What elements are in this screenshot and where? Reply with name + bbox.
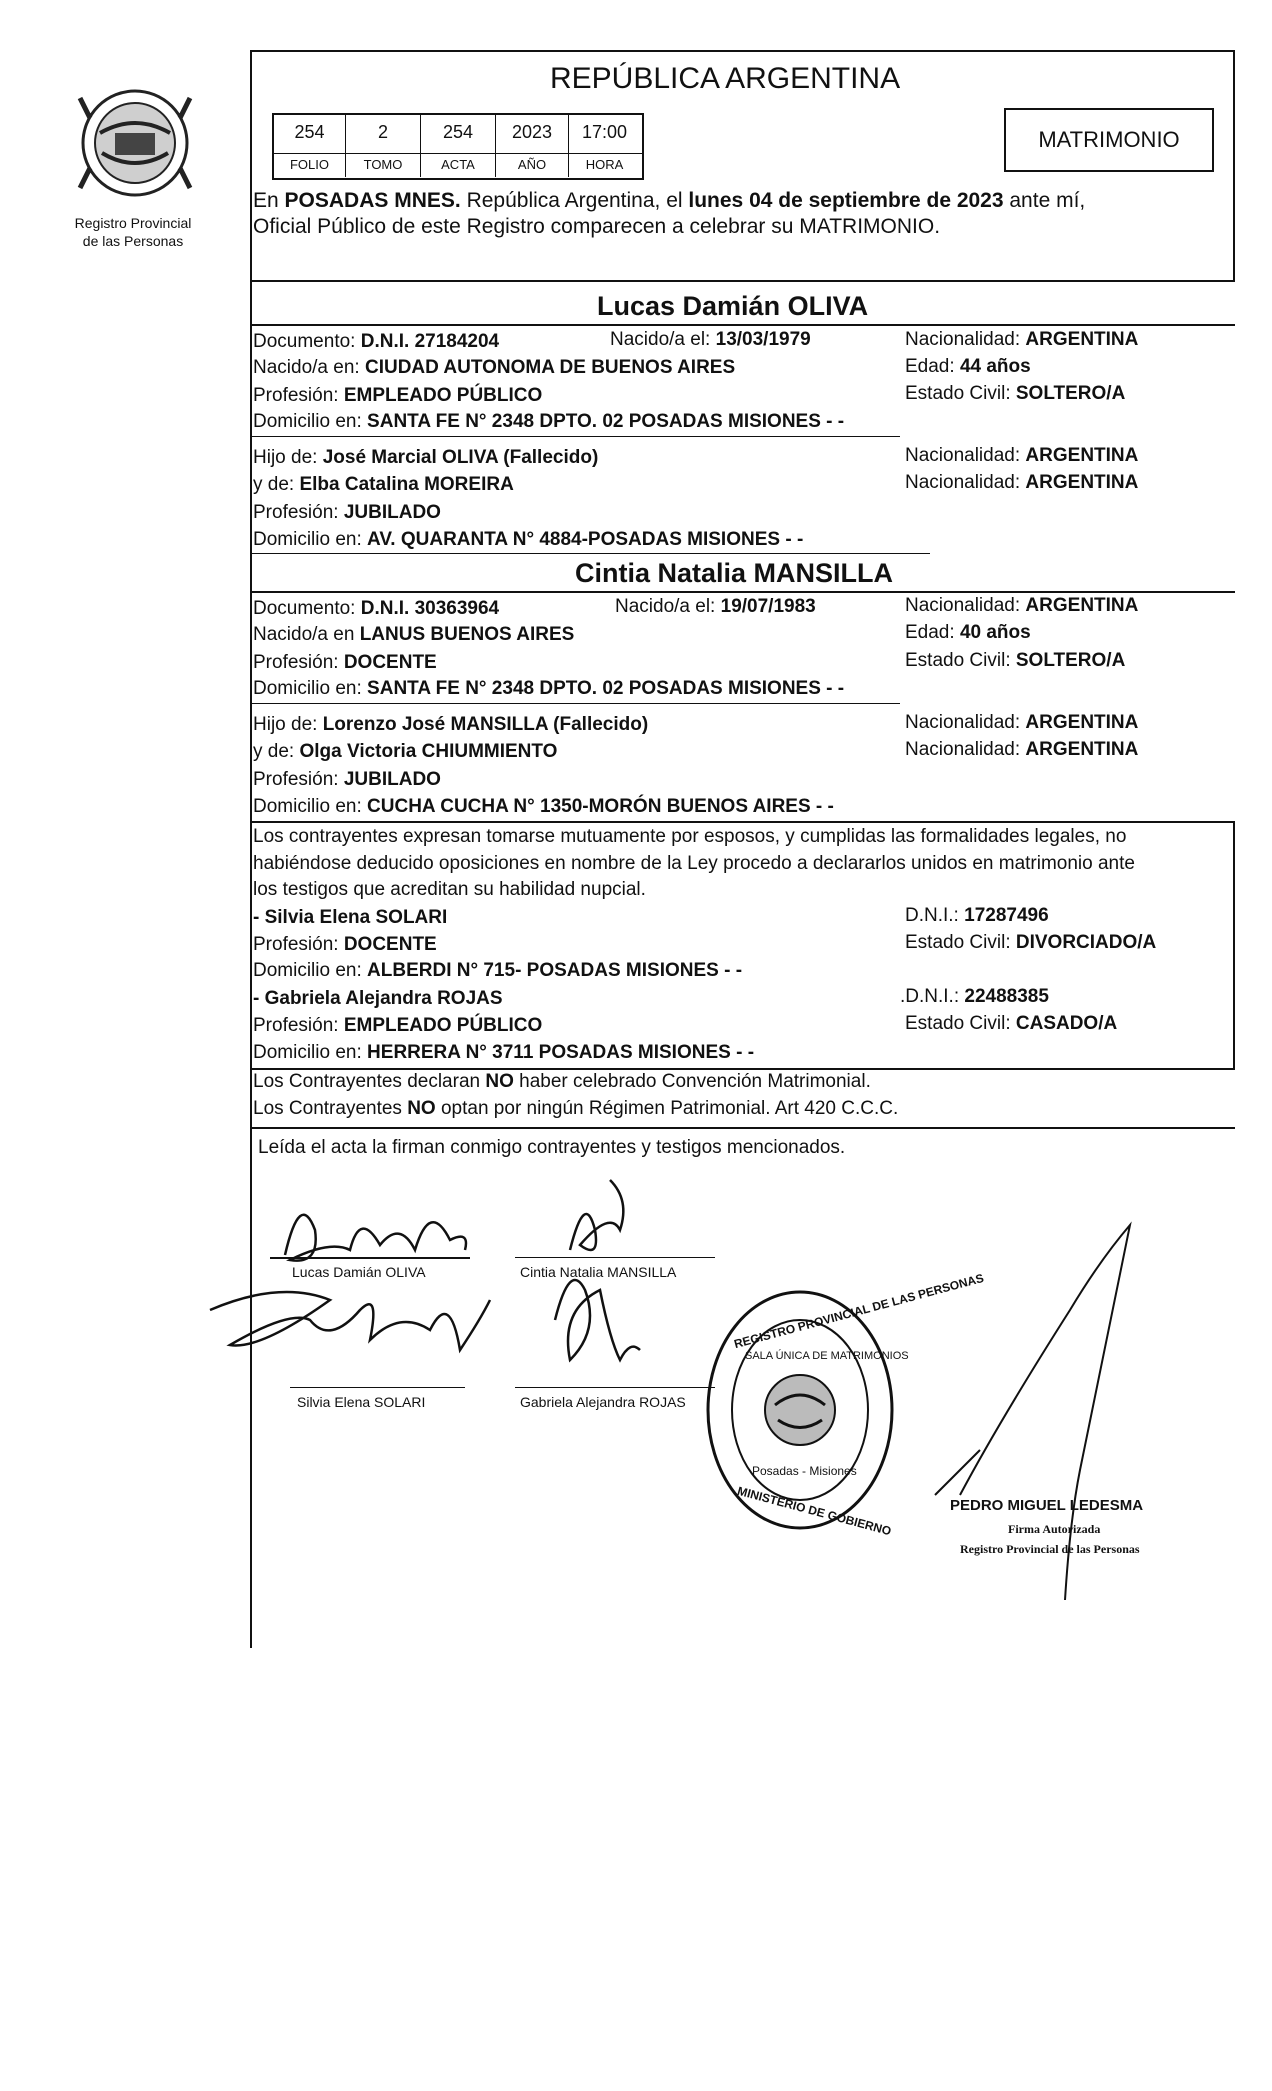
spouse2-mother: y de: Olga Victoria CHIUMMIENTO [253,741,558,762]
spouse1-mother: y de: Elba Catalina MOREIRA [253,474,514,495]
spouse1-father: Hijo de: José Marcial OLIVA (Fallecido) [253,447,599,468]
signature-caption-spouse2: Cintia Natalia MANSILLA [520,1264,677,1280]
folio-label: FOLIO [289,157,329,172]
convention-line2: Los Contrayentes NO optan por ningún Régimen Patrimonial. Art 420 C.C.C. [253,1098,899,1119]
intro-line1: En POSADAS MNES. República Argentina, el lunes 04 de septiembre de 2023 ante mí, [253,189,1086,212]
act-type-box [1004,108,1214,172]
registry-name-line1: Registro Provincial [74,215,192,231]
spouse2-birthdate: Nacido/a el: 19/07/1983 [615,596,816,617]
spouse2-address: Domicilio en: SANTA FE N° 2348 DPTO. 02 POSADAS MISIONES - - [253,678,845,699]
act-type-label: MATRIMONIO [1038,127,1180,152]
spouse2-father: Hijo de: Lorenzo José MANSILLA (Fallecido) [253,714,649,735]
official-org: Registro Provincial de las Personas [960,1542,1140,1556]
spouse2-age: Edad: 40 años [905,622,1031,643]
spouse2-mother-nationality: Nacionalidad: ARGENTINA [905,739,1139,760]
spouse2-document: Documento: D.N.I. 30363964 [253,598,500,619]
closing-statement: Leída el acta la firman conmigo contrayentes y testigos mencionados. [258,1137,846,1158]
witness1-profession: Profesión: DOCENTE [253,934,437,955]
spouse1-birthplace: Nacido/a en: CIUDAD AUTONOMA DE BUENOS AIRES [253,357,736,378]
country-title: REPÚBLICA ARGENTINA [550,62,901,95]
witness2-civil-status: Estado Civil: CASADO/A [905,1013,1118,1034]
official-role: Firma Autorizada [1008,1522,1101,1536]
witness1-address: Domicilio en: ALBERDI N° 715- POSADAS MISIONES - - [253,960,743,981]
spouse1-birthdate: Nacido/a el: 13/03/1979 [610,329,811,350]
tomo-label: TOMO [363,157,403,172]
stamp-inner-text: SALA ÚNICA DE MATRIMONIOS [745,1350,909,1362]
spouse1-age: Edad: 44 años [905,356,1031,377]
spouse1-name: Lucas Damián OLIVA [597,291,869,321]
spouse1-father-nationality: Nacionalidad: ARGENTINA [905,445,1139,466]
witness1-name: - Silvia Elena SOLARI [253,907,448,928]
witness2-dni: .D.N.I.: 22488385 [900,986,1049,1007]
spouse1-mother-nationality: Nacionalidad: ARGENTINA [905,472,1139,493]
registry-name-line2: de las Personas [82,233,184,249]
witness2-name: - Gabriela Alejandra ROJAS [253,988,503,1009]
stamp-bottom-text: MINISTERIO DE GOBIERNO [735,1483,893,1539]
declaration-line2: habiéndose deducido oposiciones en nombre de la Ley procedo a declararlos unidos en matrimonio ante [253,853,1135,874]
acta-value: 254 [442,122,474,142]
tomo-value: 2 [377,122,388,142]
hour-value: 17:00 [581,122,628,142]
witness2-address: Domicilio en: HERRERA N° 3711 POSADAS MISIONES - - [253,1042,755,1063]
year-value: 2023 [511,122,553,142]
frame-right-top [1233,50,1235,280]
spouse2-nationality: Nacionalidad: ARGENTINA [905,595,1139,616]
spouse2-parents-profession: Profesión: JUBILADO [253,769,441,790]
spouse2-father-nationality: Nacionalidad: ARGENTINA [905,712,1139,733]
spouse2-civil-status: Estado Civil: SOLTERO/A [905,650,1126,671]
stamp-outer-text: REGISTRO PROVINCIAL DE LAS PERSONAS [732,1270,986,1352]
spouse1-civil-status: Estado Civil: SOLTERO/A [905,383,1126,404]
hour-label: HORA [585,157,624,172]
folio-value: 254 [294,122,325,142]
spouse1-document: Documento: D.N.I. 27184204 [253,331,500,352]
signature-caption-witness1: Silvia Elena SOLARI [297,1394,426,1410]
spouse2-profession: Profesión: DOCENTE [253,652,437,673]
declaration-line1: Los contrayentes expresan tomarse mutuamente por esposos, y cumplidas las formalidades legales, no [253,826,1127,847]
spouse1-address: Domicilio en: SANTA FE N° 2348 DPTO. 02 POSADAS MISIONES - - [253,411,845,432]
spouse2-parents-address: Domicilio en: CUCHA CUCHA N° 1350-MORÓN BUENOS AIRES - - [253,796,834,817]
signature-caption-witness2: Gabriela Alejandra ROJAS [520,1394,686,1410]
spouse1-parents-address: Domicilio en: AV. QUARANTA N° 4884-POSADAS MISIONES - - [253,529,804,550]
spouse2-name: Cintia Natalia MANSILLA [575,558,894,588]
provincial-seal-logo [70,78,200,208]
stamp-city-text: Posadas - Misiones [752,1464,857,1478]
signature-caption-spouse1: Lucas Damián OLIVA [292,1264,426,1280]
spouse1-profession: Profesión: EMPLEADO PÚBLICO [253,385,543,406]
witness1-dni: D.N.I.: 17287496 [905,905,1049,926]
frame-top [250,50,1235,52]
convention-line1: Los Contrayentes declaran NO haber celebrado Convención Matrimonial. [253,1071,871,1092]
declaration-line3: los testigos que acreditan su habilidad nupcial. [253,879,646,900]
intro-line2: Oficial Público de este Registro comparecen a celebrar su MATRIMONIO. [253,215,941,238]
spouse1-nationality: Nacionalidad: ARGENTINA [905,329,1139,350]
acta-label: ACTA [441,157,475,172]
witness1-civil-status: Estado Civil: DIVORCIADO/A [905,932,1157,953]
official-name: PEDRO MIGUEL LEDESMA [950,1497,1144,1514]
year-label: AÑO [517,157,547,172]
spouse2-birthplace: Nacido/a en LANUS BUENOS AIRES [253,624,575,645]
witness2-profession: Profesión: EMPLEADO PÚBLICO [253,1015,543,1036]
spouse1-parents-profession: Profesión: JUBILADO [253,502,441,523]
